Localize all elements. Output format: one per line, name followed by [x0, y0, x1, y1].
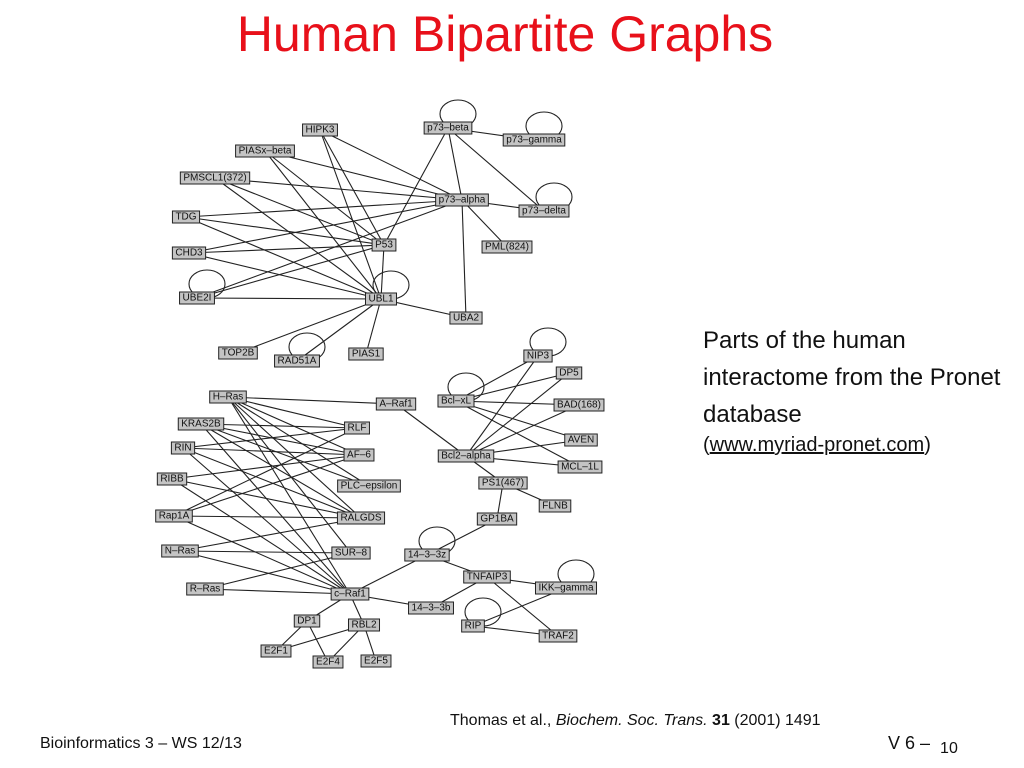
slide-number-footer [888, 733, 958, 757]
node-label: p73–gamma [506, 134, 562, 146]
slide-title: Human Bipartite Graphs [236, 6, 774, 62]
node-label: RIP [464, 620, 482, 632]
node-label: TOP2B [221, 347, 255, 359]
node-GP1BA [477, 513, 516, 525]
node-label: BAD(168) [557, 399, 601, 411]
node-P53 [372, 239, 396, 251]
node-label: RBL2 [351, 619, 377, 631]
node-label: H–Ras [212, 391, 244, 403]
node-PS1 [479, 477, 527, 489]
slide-description: Parts of the human interactome from the Pronet database [703, 327, 1001, 428]
node-DP5 [556, 367, 581, 379]
node-label: PML(824) [485, 241, 529, 253]
edge-p73beta-P53 [384, 128, 448, 245]
node-label: PLC–epsilon [340, 480, 398, 492]
node-label: p73–alpha [438, 194, 486, 206]
node-label: N–Ras [164, 545, 196, 557]
edge-KRAS2B-RLF [201, 424, 357, 428]
edge-RIN-AF6 [183, 448, 359, 455]
node-RBL2 [348, 619, 379, 631]
edge-Rap1A-RALGDS [174, 516, 361, 518]
edge-PIASxbeta-p73alpha [265, 151, 462, 200]
node-label: RALGDS [340, 512, 382, 524]
node-label: DP5 [559, 367, 579, 379]
node-b1433 [409, 602, 454, 614]
edge-Rap1A-cRaf1 [174, 516, 350, 594]
node-label: UBL1 [368, 293, 394, 305]
citation-authors: Thomas et al., [450, 712, 556, 729]
node-RLF [345, 422, 370, 434]
edge-NRas-RALGDS [180, 518, 361, 551]
citation-rest: (2001) 1491 [729, 712, 821, 729]
node-label: DP1 [297, 615, 317, 627]
node-label: HIPK3 [305, 124, 335, 136]
node-label: SUR–8 [334, 547, 368, 559]
node-label: PIAS1 [351, 348, 381, 360]
edge-RRas-SUR8 [205, 553, 351, 589]
node-RRas [187, 583, 224, 595]
node-PMSCL1 [180, 172, 249, 184]
node-label: PS1(467) [481, 477, 525, 489]
node-label: AVEN [567, 434, 595, 446]
page-number: 10 [940, 740, 958, 757]
edge-UBE2I-P53 [197, 245, 384, 298]
node-RALGDS [337, 512, 384, 524]
edge-Bcl2alpha-ARaf1 [396, 404, 466, 456]
interactome-diagram [150, 90, 620, 680]
source-link-line [703, 434, 931, 457]
edge-TDG-UBL1 [186, 217, 381, 299]
node-UBA2 [450, 312, 482, 324]
edge-p73alpha-PML [462, 200, 507, 247]
node-AVEN [565, 434, 598, 446]
edge-UBL1-PIAS1 [366, 299, 381, 354]
node-TDG [172, 211, 199, 223]
node-label: RIN [174, 442, 192, 454]
edge-UBE2I-p73alpha [197, 200, 462, 298]
node-HIPK3 [303, 124, 338, 136]
course-footer: Bioinformatics 3 – WS 12/13 [40, 735, 242, 752]
node-label: E2F1 [264, 645, 288, 657]
edge-p73alpha-UBA2 [462, 200, 466, 318]
node-label: R–Ras [189, 583, 221, 595]
edge-PIASxbeta-UBL1 [265, 151, 381, 299]
node-label: FLNB [542, 500, 568, 512]
node-label: MCL–1L [561, 461, 599, 473]
node-DP1 [294, 615, 319, 627]
node-label: RIBB [160, 473, 184, 485]
node-AF6 [344, 449, 374, 461]
node-RIP [462, 620, 485, 632]
link-open-paren: ( [703, 434, 710, 456]
node-label: GP1BA [480, 513, 514, 525]
node-label: A–Raf1 [379, 398, 413, 410]
node-label: IKK–gamma [538, 582, 594, 594]
node-FLNB [539, 500, 571, 512]
edge-PMSCL1-UBL1 [215, 178, 381, 299]
node-cRaf1 [331, 588, 369, 600]
node-label: TRAF2 [542, 630, 574, 642]
node-label: c–Raf1 [334, 588, 366, 600]
edge-NIP3-BclxL [456, 356, 538, 401]
node-PLCeps [338, 480, 401, 492]
node-p73beta [424, 122, 472, 134]
node-label: KRAS2B [181, 418, 221, 430]
node-CHD3 [172, 247, 205, 259]
node-label: PMSCL1(372) [183, 172, 247, 184]
edge-NRas-SUR8 [180, 551, 351, 553]
node-NRas [162, 545, 199, 557]
node-label: AF–6 [347, 449, 371, 461]
node-SUR8 [332, 547, 370, 559]
citation-volume: 31 [712, 712, 730, 729]
edge-CHD3-P53 [189, 245, 384, 253]
node-label: NIP3 [526, 350, 550, 362]
node-IKKg [535, 582, 596, 594]
node-label: CHD3 [175, 247, 203, 259]
node-label: 14–3–3z [407, 549, 447, 561]
node-TRAF2 [539, 630, 577, 642]
node-NIP3 [524, 350, 552, 362]
node-PIASxbeta [236, 145, 295, 157]
node-KRAS2B [178, 418, 223, 430]
node-Bcl2alpha [438, 450, 493, 462]
node-label: PIASx–beta [238, 145, 292, 157]
citation [450, 712, 821, 730]
node-label: TNFAIP3 [466, 571, 508, 583]
node-E2F1 [261, 645, 291, 657]
node-label: Bcl–xL [440, 395, 472, 407]
node-HRas [210, 391, 247, 403]
node-p73delta [519, 205, 569, 217]
edge-RIBB-AF6 [172, 455, 359, 479]
node-BclxL [438, 395, 474, 407]
node-BAD [554, 399, 604, 411]
node-E2F4 [313, 656, 343, 668]
node-RIBB [157, 473, 186, 485]
edge-PMSCL1-P53 [215, 178, 384, 245]
node-z1433 [405, 549, 449, 561]
version-label: V 6 – [888, 733, 931, 753]
node-label: RAD51A [277, 355, 317, 367]
node-label: p73–beta [427, 122, 469, 134]
node-p73alpha [436, 194, 489, 206]
edge-RIBB-RALGDS [172, 479, 361, 518]
node-ARaf1 [376, 398, 415, 410]
node-label: P53 [375, 239, 393, 251]
node-TNFAIP3 [464, 571, 511, 583]
node-UBL1 [365, 293, 396, 305]
pronet-link[interactable]: www.myriad-pronet.com [709, 434, 925, 456]
node-label: p73–delta [522, 205, 566, 217]
link-close-paren: ) [924, 434, 931, 456]
node-label: E2F5 [364, 655, 388, 667]
node-UBE2I [180, 292, 215, 304]
node-E2F5 [361, 655, 391, 667]
node-label: Rap1A [158, 510, 190, 522]
node-PIAS1 [349, 348, 383, 360]
citation-journal: Biochem. Soc. Trans. [555, 712, 708, 729]
node-label: 14–3–3b [411, 602, 451, 614]
edge-UBL1-TOP2B [238, 299, 381, 353]
node-label: UBE2I [182, 292, 212, 304]
node-PML [482, 241, 532, 253]
node-label: UBA2 [452, 312, 480, 324]
nodes [156, 122, 604, 668]
node-Rap1A [156, 510, 193, 522]
node-label: E2F4 [316, 656, 340, 668]
node-p73gamma [503, 134, 565, 146]
edge-RIN-RLF [183, 428, 357, 448]
edge-HRas-SUR8 [228, 397, 351, 553]
node-RIN [171, 442, 194, 454]
edge-HIPK3-P53 [320, 130, 384, 245]
node-MCL1L [558, 461, 602, 473]
node-TOP2B [219, 347, 258, 359]
node-label: Bcl2–alpha [441, 450, 491, 462]
node-label: RLF [347, 422, 367, 434]
node-RAD51A [275, 355, 320, 367]
edge-RRas-cRaf1 [205, 589, 350, 594]
node-label: TDG [175, 211, 197, 223]
edge-UBE2I-UBL1 [197, 298, 381, 299]
